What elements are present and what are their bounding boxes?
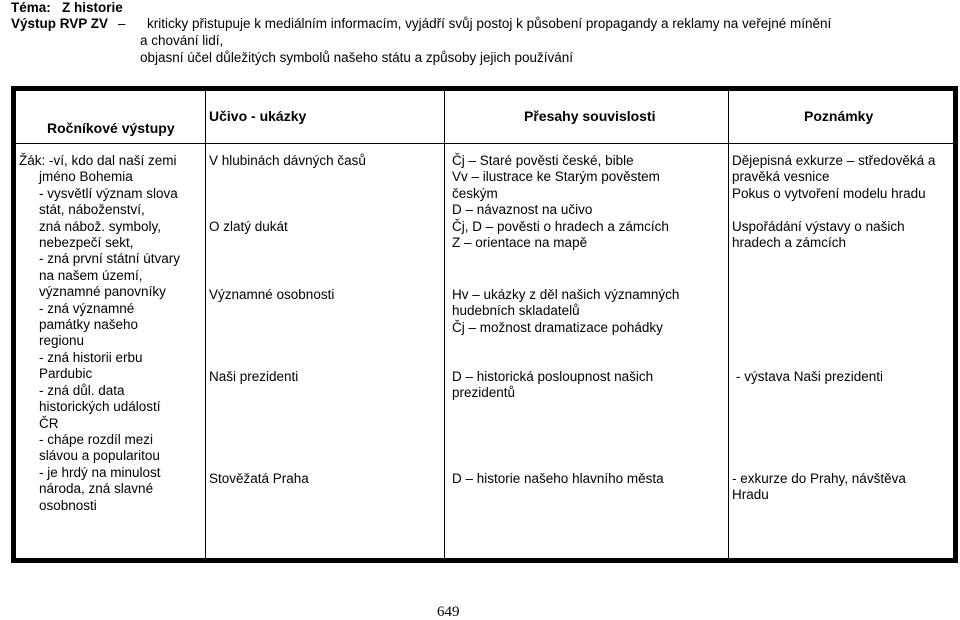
vystup-line: - je hrdý na minulost — [39, 464, 161, 480]
vystup-line: slávou a popularitou — [39, 448, 160, 464]
curriculum-table — [11, 86, 958, 563]
poznamky-cell — [732, 219, 905, 252]
poznamky-line: - výstava Naši prezidenti — [736, 369, 884, 384]
vystup-line: nebezpečí sekt, — [39, 235, 134, 251]
poznamky-cell — [732, 153, 935, 202]
header-presahy: Přesahy souvislosti — [524, 108, 656, 124]
presahy-cell — [452, 219, 669, 252]
header-rocnikove-vystupy: Ročníkové výstupy — [47, 120, 175, 136]
ucivo-cell — [209, 219, 288, 235]
vystup-line-2: a chování lidí, — [140, 33, 224, 48]
vystup-line: - zná první státní útvary — [39, 251, 181, 267]
ucivo-text: Naši prezidenti — [209, 369, 299, 384]
ucivo-text: Stověžatá Praha — [209, 471, 309, 486]
ucivo-text: O zlatý dukát — [209, 219, 288, 234]
vystup-line: Pardubic — [39, 366, 93, 382]
presahy-line: D – návaznost na učivo — [452, 202, 593, 218]
ucivo-cell — [209, 369, 298, 385]
presahy-cell — [452, 471, 664, 487]
vystup-line: Žák: -ví, kdo dal naší zemi — [19, 153, 177, 168]
poznamky-line: Pokus o vytvoření modelu hradu — [732, 185, 926, 201]
poznamky-line: - exkurze do Prahy, návštěva — [732, 471, 906, 486]
poznamky-cell — [732, 471, 906, 504]
vystup-line-1: kriticky přistupuje k mediálním informacím, vyjádří svůj postoj k působení propagandy a reklamy na veřejné mínění — [147, 16, 832, 31]
vystup-line: jméno Bohemia — [39, 169, 133, 185]
presahy-line: Čj – Staré pověsti české, bible — [452, 153, 634, 168]
page-number: 649 — [437, 604, 460, 620]
header-poznamky: Poznámky — [804, 108, 874, 124]
presahy-line: Čj, D – pověsti o hradech a zámcích — [452, 219, 669, 234]
vystup-line: osobnosti — [39, 497, 97, 513]
presahy-line: hudebních skladatelů — [452, 303, 580, 319]
tema-label: Téma: — [11, 0, 51, 15]
poznamky-line: Uspořádání výstavy o našich — [732, 219, 905, 234]
vystup-label: Výstup RVP ZV — [11, 16, 109, 31]
vystup-line: stát, náboženství, — [39, 202, 145, 218]
header-ucivo: Učivo - ukázky — [209, 108, 307, 124]
vystup-line: - vysvětlí význam slova — [39, 185, 178, 201]
poznamky-line: pravěká vesnice — [732, 169, 830, 185]
vystup-line: - zná důl. data — [39, 382, 125, 398]
vystup-line-3: objasní účel důležitých symbolů našeho státu a způsoby jejich používání — [140, 50, 574, 65]
rocnikove-vystupy-cell — [19, 153, 180, 514]
presahy-line: D – historie našeho hlavního města — [452, 471, 664, 486]
vystup-line: - chápe rozdíl mezi — [39, 431, 154, 447]
vystup-line: regionu — [39, 333, 85, 349]
vystup-line: - zná významné — [39, 300, 135, 316]
presahy-line: prezidentů — [452, 385, 516, 401]
presahy-line: Hv – ukázky z děl našich významných — [452, 287, 680, 302]
poznamky-cell — [736, 369, 883, 385]
tema-value: Z historie — [62, 0, 123, 15]
poznamky-line: Hradu — [732, 487, 769, 503]
poznamky-line: hradech a zámcích — [732, 235, 847, 251]
presahy-line: D – historická posloupnost našich — [452, 369, 654, 384]
column-divider — [205, 91, 206, 558]
presahy-line: českým — [452, 185, 498, 201]
vystup-line: - zná historii erbu — [39, 349, 143, 365]
vystup-line: na našem území, — [39, 267, 143, 283]
ucivo-cell — [209, 153, 366, 169]
vystup-line: národa, zná slavné — [39, 481, 154, 497]
header-divider — [16, 143, 953, 144]
vystup-line: ČR — [39, 415, 59, 431]
vystup-line: významné panovníky — [39, 284, 166, 300]
vystup-line: zná nábož. symboly, — [39, 218, 162, 234]
poznamky-line: Dějepisná exkurze – středověká a — [732, 153, 936, 168]
ucivo-cell — [209, 471, 309, 487]
ucivo-cell — [209, 287, 334, 303]
presahy-line: Čj – možnost dramatizace pohádky — [452, 319, 663, 335]
vystup-line: památky našeho — [39, 317, 139, 333]
presahy-cell — [452, 369, 653, 402]
ucivo-text: Významné osobnosti — [209, 287, 335, 302]
presahy-cell — [452, 287, 679, 336]
presahy-line: Vv – ilustrace ke Starým pověstem — [452, 169, 660, 185]
presahy-cell — [452, 153, 660, 219]
ucivo-text: V hlubinách dávných časů — [209, 153, 366, 168]
column-divider — [728, 91, 729, 558]
vystup-line: historických událostí — [39, 399, 161, 415]
column-divider — [444, 91, 445, 558]
vystup-dash: – — [118, 16, 126, 31]
presahy-line: Z – orientace na mapě — [452, 235, 588, 251]
